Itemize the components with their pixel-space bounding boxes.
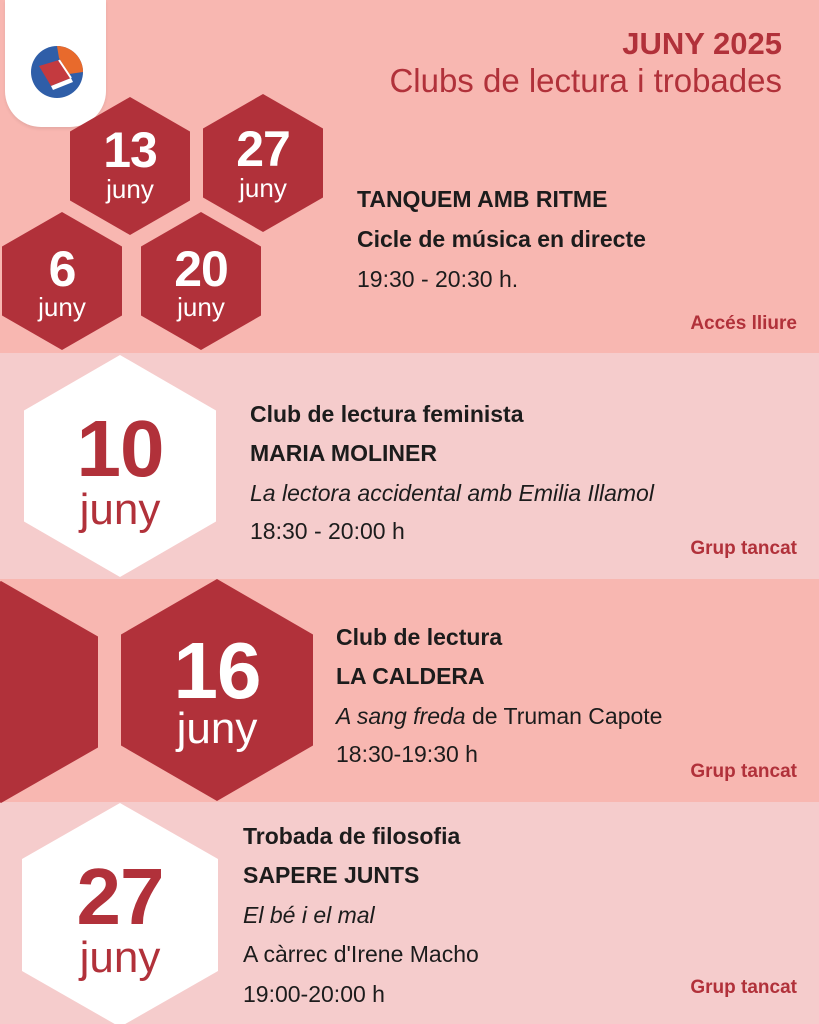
event-time: 18:30-19:30 h [336,741,478,767]
header-subtitle: Clubs de lectura i trobades [389,62,782,99]
date-hex-27 [22,803,218,1024]
access-note: Grup tancat [690,977,797,998]
book-author: de Truman Capote [465,703,663,729]
date-hex-16 [121,579,313,801]
date-day: 27 [76,852,164,941]
club-kind: Club de lectura feminista [250,401,524,427]
club-kind: Club de lectura [336,624,503,650]
date-month: juny [239,173,287,203]
date-month: juny [177,292,225,322]
book-title: A sang freda [336,703,466,729]
date-hex-10 [24,355,216,577]
event-subtitle: Cicle de música en directe [357,226,646,252]
meeting-host: A càrrec d'Irene Macho [243,941,479,967]
date-month: juny [176,704,258,753]
meeting-kind: Trobada de filosofia [243,823,461,849]
date-month: juny [106,174,154,204]
meeting-name: SAPERE JUNTS [243,862,420,888]
meeting-topic: El bé i el mal [243,902,375,928]
date-day: 6 [48,241,76,297]
club-name: LA CALDERA [336,663,485,689]
event-time: 18:30 - 20:00 h [250,518,405,544]
book-logo-icon [29,44,85,100]
club-name: MARIA MOLINER [250,440,437,466]
date-hex-20 [141,212,261,350]
book-line [336,703,662,730]
date-day: 27 [236,121,290,177]
date-day: 20 [174,241,228,297]
access-note: Grup tancat [690,538,797,559]
date-month: juny [79,933,161,982]
date-day: 13 [103,122,157,178]
event-time: 19:30 - 20:30 h. [357,266,519,292]
date-hex-6 [2,212,122,350]
date-month: juny [79,485,161,534]
date-day: 10 [76,404,164,493]
access-note: Grup tancat [690,761,797,782]
event-title: TANQUEM AMB RITME [357,186,608,212]
event-time: 19:00-20:00 h [243,981,385,1007]
header-month: JUNY 2025 [622,26,782,61]
date-day: 16 [173,626,261,715]
book-title: La lectora accidental amb Emilia Illamol [250,480,654,506]
access-note: Accés lliure [690,313,797,334]
decorative-hex [0,581,98,803]
date-month: juny [38,292,86,322]
